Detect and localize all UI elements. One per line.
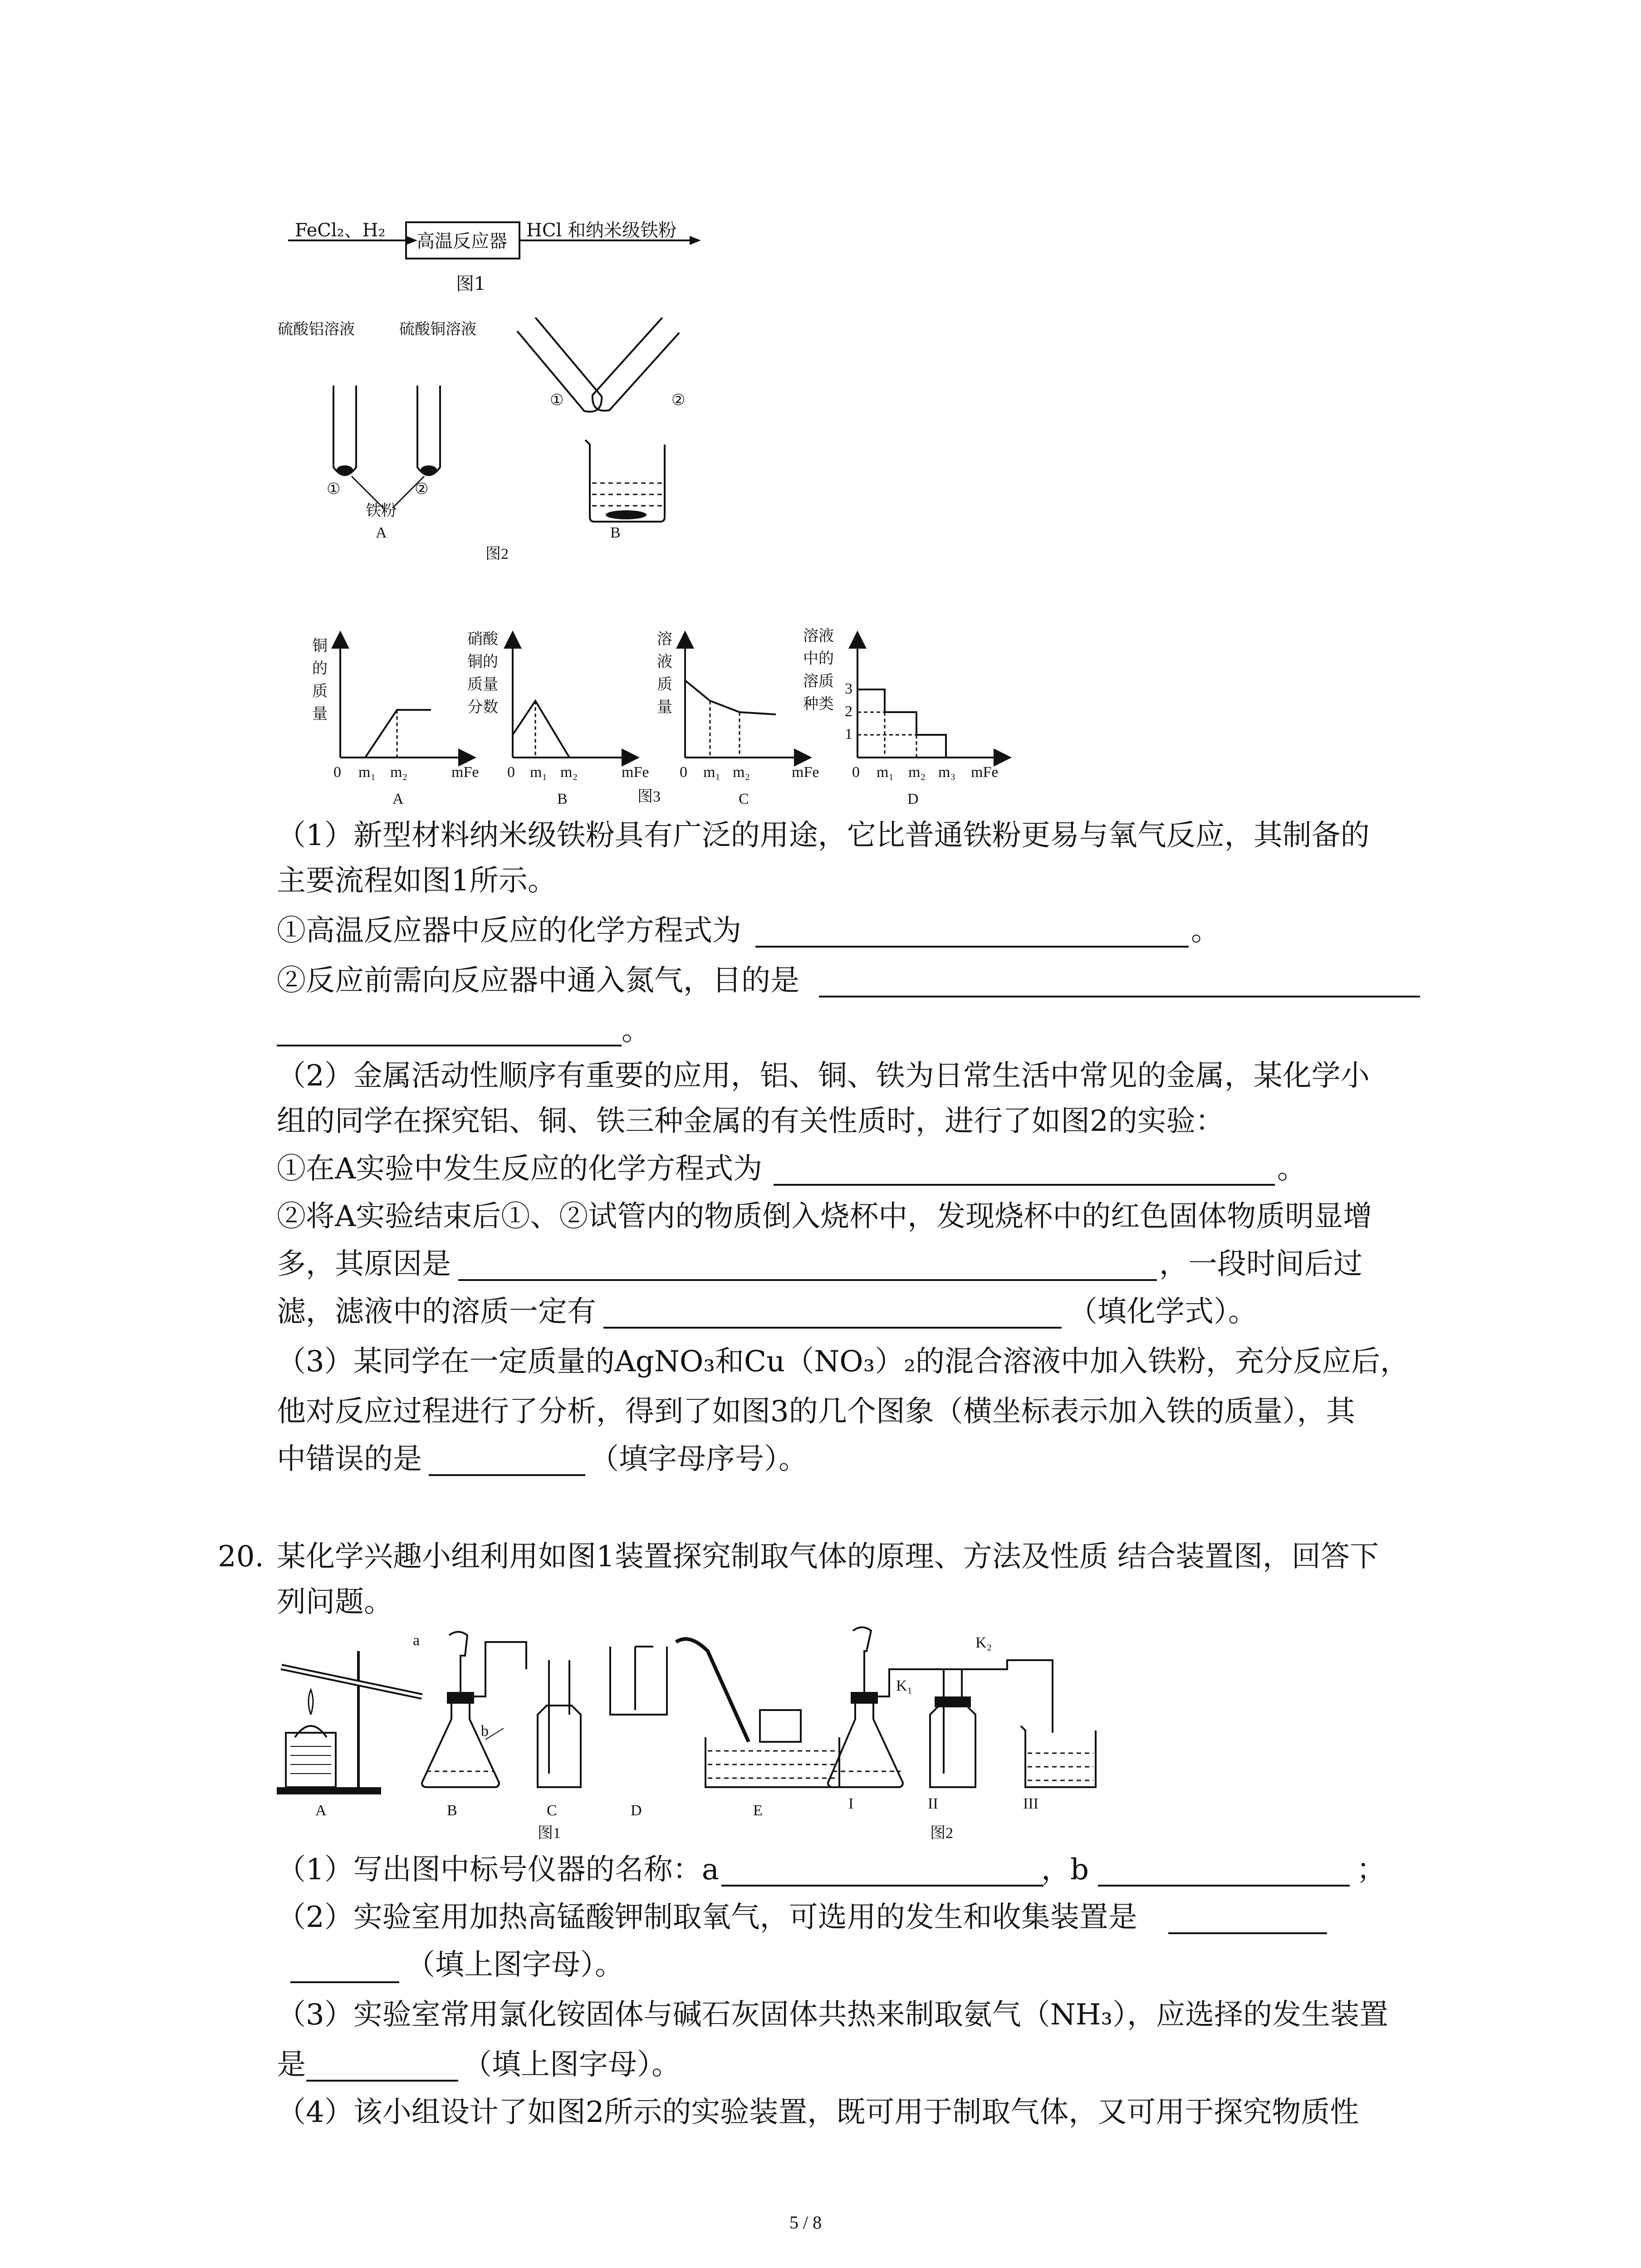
graph-b-ylabel: 硝酸 铜的 质量 分数: [467, 631, 498, 716]
q20-stem-line2: 列问题。: [277, 1585, 393, 1619]
apparatus-caption-fig1: 图1: [538, 1825, 561, 1842]
apparatus-c: [538, 1660, 581, 1787]
q19-part2-b-reason-blank[interactable]: [458, 1279, 1157, 1281]
q20-part2-blank-cont[interactable]: [290, 1981, 399, 1983]
graph-a-m2: m₂: [390, 764, 408, 781]
fig2-label-cuso4: 硫酸铜溶液: [399, 321, 476, 338]
q20-part1-mid: ，b: [1041, 1853, 1089, 1887]
graph-a-xunit: mFe: [451, 764, 479, 781]
fig2-caption: 图2: [485, 546, 509, 562]
graph-a-origin: 0: [333, 764, 341, 781]
graph-c-xunit: mFe: [792, 764, 819, 781]
graph-a: [340, 640, 467, 758]
q20-number: 20.: [218, 1540, 264, 1574]
apparatus-label-a: A: [315, 1802, 327, 1819]
apparatus-label-a-mark: a: [413, 1632, 420, 1649]
apparatus-label-b: B: [447, 1802, 457, 1819]
graph-b-xunit: mFe: [622, 764, 649, 781]
q20-part3-blank[interactable]: [306, 2080, 458, 2082]
apparatus-label-e: E: [753, 1802, 763, 1819]
q19-part2-a-answer-blank[interactable]: [774, 1184, 1275, 1186]
graph-c-ylabel: 溶 液 质 量: [657, 631, 672, 716]
apparatus-caption-fig2: 图2: [930, 1825, 953, 1842]
q20-part1-b-blank[interactable]: [1098, 1885, 1350, 1887]
q19-part1-a: ①高温反应器中反应的化学方程式为: [277, 914, 741, 948]
fig1-caption: 图1: [456, 274, 486, 294]
q19-part1-b-end: 。: [622, 1014, 651, 1047]
graph-b-m2: m₂: [560, 764, 578, 781]
q20-part3-line2-end: （填上图字母）。: [463, 2048, 681, 2082]
apparatus-label-c: C: [547, 1802, 557, 1819]
graph-d-steps: [857, 689, 946, 758]
graph-b-letter: B: [557, 791, 568, 807]
graph-d-m2: m₂: [908, 764, 926, 781]
page-number: 5 / 8: [789, 2212, 822, 2233]
graph-a-ylabel: 铜 的 质 量: [312, 638, 328, 723]
apparatus-label-k2: K₂: [975, 1634, 992, 1651]
graph-c-m2: m₂: [733, 764, 750, 781]
apparatus-label-iii: III: [1023, 1795, 1038, 1812]
q19-part2-b-line3-start: 滤，滤液中的溶质一定有: [277, 1295, 596, 1329]
fig2-b-label: B: [610, 524, 621, 541]
q19-part3-line1: （3）某同学在一定质量的AgNO₃和Cu（NO₃）₂的混合溶液中加入铁粉，充分反应后，: [277, 1345, 1409, 1378]
apparatus-label-k1: K₁: [896, 1677, 913, 1694]
q19-part1-line2: 主要流程如图1所示。: [277, 864, 557, 898]
fig2-tube1-marker: ①: [327, 481, 341, 498]
graph-b: [513, 640, 631, 758]
q19-part1-a-end: 。: [1191, 914, 1220, 948]
apparatus-label-b-mark: b: [481, 1723, 489, 1740]
apparatus-label-i: I: [848, 1795, 854, 1812]
fig1-input-label: FeCl₂、H₂: [295, 220, 386, 241]
graph-d: [857, 640, 1003, 758]
graph-b-curve: [513, 701, 569, 758]
graph-c-m1: m₁: [703, 764, 721, 781]
q19-part2-a: ①在A实验中发生反应的化学方程式为: [277, 1152, 763, 1186]
graph-a-m1: m₁: [358, 764, 376, 781]
apparatus-iii: [1021, 1726, 1096, 1787]
graph-d-origin: 0: [852, 764, 860, 781]
graph-d-tick-1: 1: [845, 726, 852, 743]
fig1-reactor-label: 高温反应器: [416, 231, 507, 252]
q19-part2-line2: 组的同学在探究铝、铜、铁三种金属的有关性质时，进行了如图2的实验：: [277, 1105, 1225, 1138]
fig2-b-tube1-marker: ①: [550, 392, 564, 409]
q19-part2-b-solute-blank[interactable]: [603, 1327, 1062, 1329]
q20-part3-line1: （3）实验室常用氯化铵固体与碱石灰固体共热来制取氨气（NH₃），应选择的发生装置: [277, 1998, 1389, 2032]
q20-apparatus-figure: [272, 1624, 1116, 1819]
fig2-b-tube2-marker: ②: [671, 392, 686, 409]
apparatus-b: [422, 1632, 526, 1788]
graph-c-origin: 0: [680, 764, 687, 781]
apparatus-label-ii: II: [928, 1795, 938, 1812]
fig2-a-label: A: [376, 524, 387, 541]
q20-part4-line1: （4）该小组设计了如图2所示的实验装置，既可用于制取气体，又可用于探究物质性: [277, 2096, 1359, 2129]
graph-c-curve: [685, 680, 776, 714]
graph-d-letter: D: [907, 791, 919, 807]
q19-part3-line2: 他对反应过程进行了分析，得到了如图3的几个图象（横坐标表示加入铁的质量），其: [277, 1395, 1355, 1428]
q19-part1-b-answer-blank-cont[interactable]: [277, 1045, 622, 1046]
graph-c-letter: C: [739, 791, 749, 807]
q19-part3-answer-blank[interactable]: [429, 1474, 585, 1476]
apparatus-ii: [930, 1669, 975, 1787]
q20-part2-line1: （2）实验室用加热高锰酸钾制取氧气，可选用的发生和收集装置是: [277, 1901, 1137, 1934]
fig1-output-label: HCl 和纳米级铁粉: [526, 220, 676, 241]
q20-stem-line1: 某化学兴趣小组利用如图1装置探究制取气体的原理、方法及性质 结合装置图，回答下: [277, 1540, 1379, 1574]
q19-part2-b-line3-end: （填化学式）。: [1068, 1295, 1257, 1329]
graph-c: [685, 640, 803, 758]
q20-part2-line2-end: （填上图字母）。: [406, 1948, 624, 1982]
graph-d-tick-2: 2: [845, 703, 852, 720]
fig3-caption: 图3: [637, 788, 661, 805]
q19-part1-a-answer-blank[interactable]: [755, 946, 1189, 948]
figure-2-apparatus: [272, 318, 771, 553]
apparatus-a: [277, 1651, 422, 1794]
q19-part1-line1: （1）新型材料纳米级铁粉具有广泛的用途，它比普通铁粉更易与氧气反应，其制备的: [277, 819, 1370, 852]
q19-part2-b-line2-end: ，一段时间后过: [1159, 1247, 1362, 1281]
graph-d-m1: m₁: [877, 764, 894, 781]
q19-part2-line1: （2）金属活动性顺序有重要的应用，铝、铜、铁为日常生活中常见的金属，某化学小: [277, 1059, 1370, 1093]
graph-d-tick-3: 3: [845, 680, 852, 697]
q19-part3-line3-start: 中错误的是: [277, 1442, 422, 1476]
q20-part1-a-blank[interactable]: [721, 1885, 1043, 1887]
fig2-label-al2so4: 硫酸铝溶液: [278, 321, 355, 338]
graph-a-curve: [365, 710, 431, 758]
apparatus-d: [610, 1647, 667, 1715]
fig2-iron-powder-label: 铁粉: [366, 503, 397, 519]
graph-b-origin: 0: [507, 764, 515, 781]
q20-part3-line2-start: 是: [277, 2048, 306, 2082]
graph-d-ylabel: 溶液 中的 溶质 种类: [803, 628, 834, 713]
q19-part1-b: ②反应前需向反应器中通入氮气，目的是: [277, 964, 799, 997]
graph-d-m3: m₃: [938, 764, 956, 781]
q19-part2-a-end: 。: [1277, 1152, 1306, 1186]
fig2-tube2-marker: ②: [415, 481, 429, 498]
apparatus-e: [676, 1639, 839, 1787]
q20-part2-blank[interactable]: [1168, 1932, 1327, 1934]
q19-part2-b-line1: ②将A实验结束后①、②试管内的物质倒入烧杯中，发现烧杯中的红色固体物质明显增: [277, 1200, 1372, 1233]
graph-b-m1: m₁: [530, 764, 548, 781]
q19-part3-line3-end: （填字母序号）。: [590, 1442, 808, 1476]
graph-d-xunit: mFe: [971, 764, 999, 781]
q19-part2-b-line2-start: 多，其原因是: [277, 1247, 451, 1281]
q20-part1-end: ；: [1357, 1853, 1386, 1887]
q19-part1-b-answer-blank[interactable]: [819, 996, 1420, 997]
graph-a-letter: A: [392, 791, 404, 807]
q20-part1-start: （1）写出图中标号仪器的名称：a: [277, 1853, 719, 1887]
apparatus-label-d: D: [631, 1802, 642, 1819]
